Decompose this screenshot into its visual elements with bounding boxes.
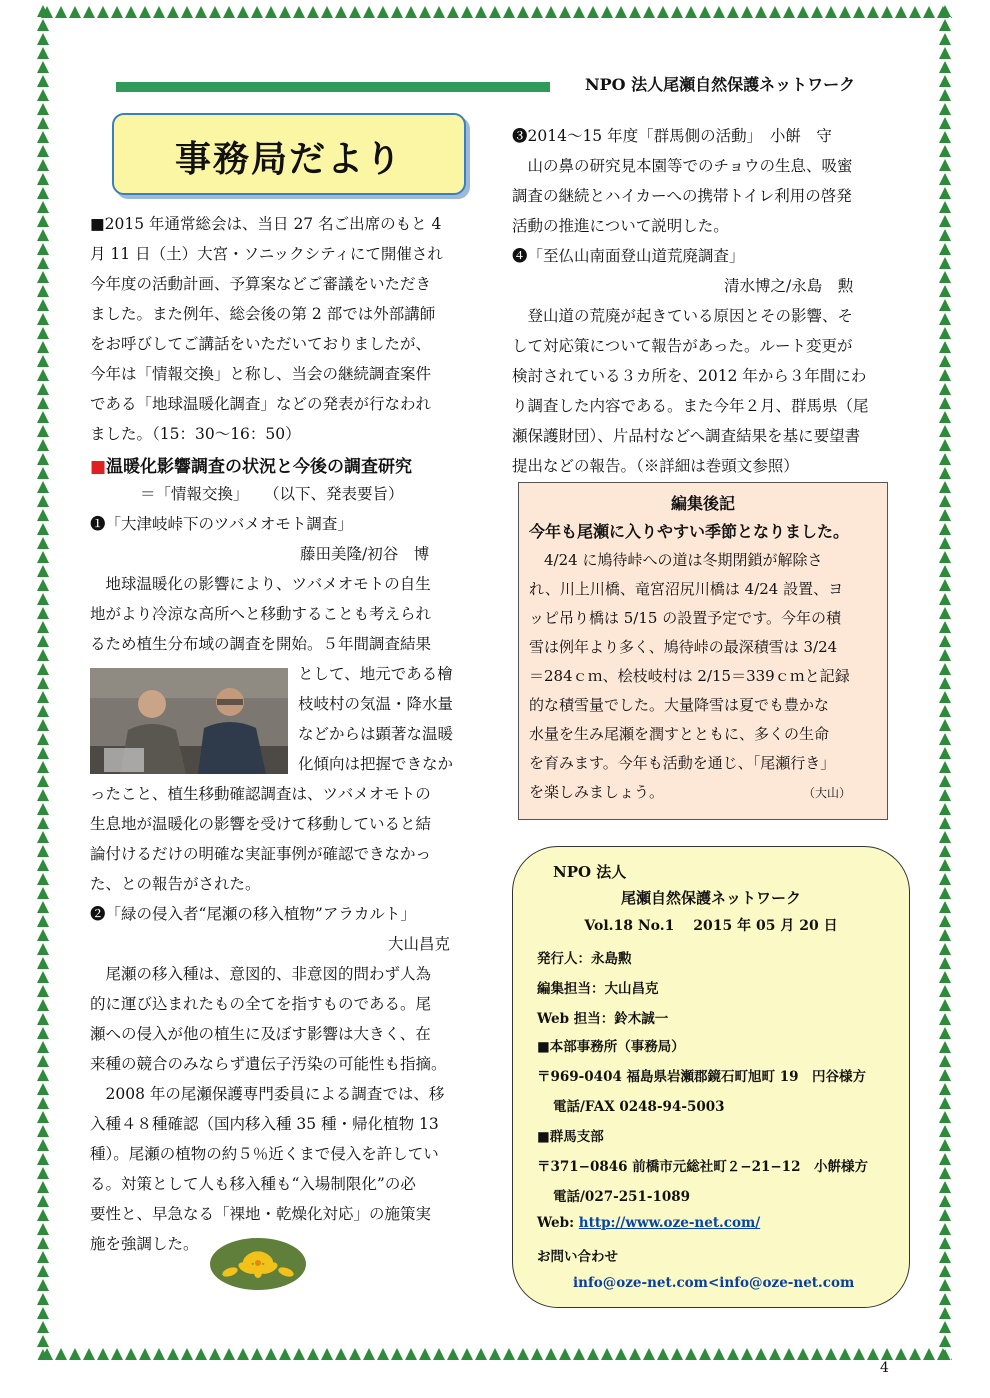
info-volume: Vol.18 No.1 2015 年 05 月 20 日 (584, 918, 838, 934)
lily-flower-image (208, 1232, 308, 1292)
item2-line: 来種の競合のみならず遺伝子汚染の可能性も指摘。 (90, 1055, 447, 1073)
item1-line: 枝岐村の気温・降水量 (298, 695, 454, 713)
info-branch-tel: 電話/027-251-1089 (553, 1189, 691, 1205)
editorial-line: を育みます。今年も活動を通じ、「尾瀬行き」 (529, 754, 836, 772)
item2-line: 種）。尾瀬の植物の約５％近くまで侵入を許してい (90, 1145, 439, 1163)
tree-border-left (36, 4, 50, 1360)
editorial-line: 水量を生み尾瀬を潤すとともに、多くの生命 (529, 725, 830, 743)
item3-line: 山の鼻の研究見本園等でのチョウの生息、吸蜜 (512, 157, 853, 175)
info-contact-label: お問い合わせ (537, 1249, 618, 1265)
info-publisher: 発行人：永島勲 (537, 951, 632, 967)
item2-line: 2008 年の尾瀬保護専門委員による調査では、移 (90, 1085, 445, 1103)
item3-line: 活動の推進について説明した。 (512, 217, 729, 235)
info-web-staff: Web 担当：鈴木誠一 (537, 1011, 669, 1027)
tree-border-top (40, 4, 952, 18)
header-org-name: NPO 法人尾瀬自然保護ネットワーク (585, 75, 856, 94)
section-heading: ■温暖化影響調査の状況と今後の調査研究 (90, 457, 413, 477)
editorial-box (518, 482, 888, 820)
website-link[interactable]: http://www.oze-net.com/ (578, 1215, 761, 1231)
intro-line: をお呼びしてご講話をいただいておりましたが、 (90, 335, 432, 353)
meeting-photo (90, 668, 288, 774)
intro-line: 今年度の活動計画、予算案などご審議をいただき (90, 275, 432, 293)
info-box (512, 846, 910, 1308)
item1-title: ❶「大津岐峠下のツバメオモト調査」 (90, 515, 353, 533)
item4-author: 清水博之/永島 勲 (724, 277, 854, 295)
item1-line: 地球温暖化の影響により、ツバメオモトの自生 (90, 575, 431, 593)
page-number: 4 (880, 1360, 889, 1376)
item2-line: 入種４８種確認（国内移入種 35 種・帰化植物 13 (90, 1115, 439, 1133)
editorial-line: ＝284ｃｍ、桧枝岐村は 2/15＝339ｃｍと記録 (529, 667, 850, 685)
item4-line: して対応策について報告があった。ルート変更が (512, 337, 853, 355)
item4-line: 提出などの報告。（※詳細は巻頭文参照） (512, 457, 799, 475)
item4-title: ❹「至仏山南面登山道荒廃調査」 (512, 247, 745, 265)
info-web: Web: http://www.oze-net.com/ (537, 1215, 761, 1231)
info-hq-tel: 電話/FAX 0248-94-5003 (553, 1099, 725, 1115)
editorial-headline: 今年も尾瀬に入りやすい季節となりました。 (529, 522, 850, 541)
info-hq-address: 〒969-0404 福島県岩瀬郡鏡石町旭町 19 円谷様方 (537, 1069, 867, 1085)
item1-line: 化傾向は把握できなか (298, 755, 454, 773)
header-green-bar (116, 82, 550, 92)
item2-line: 施を強調した。 (90, 1235, 199, 1253)
editorial-line: 的な積雪量でした。大量降雪は夏でも豊かな (529, 696, 830, 714)
item3-title: ❸2014〜15 年度「群馬側の活動」 小餠 守 (512, 127, 832, 145)
item1-author: 藤田美隆/初谷 博 (300, 545, 430, 563)
item1-line: ったこと、植生移動確認調査は、ツバメオモトの (90, 785, 431, 803)
item1-line: るため植生分布域の調査を開始。５年間調査結果 (90, 635, 432, 653)
info-npo: NPO 法人 (553, 863, 627, 881)
item1-line: 論付けるだけの明確な実証事例が確認できなかっ (90, 845, 432, 863)
intro-line: ■2015 年通常総会は、当日 27 名ご出席のもと 4 (90, 215, 442, 233)
tree-border-right (938, 4, 952, 1360)
info-branch-address: 〒371−0846 前橋市元総社町２−21−12 小餠様方 (537, 1159, 868, 1175)
tree-border-bottom (40, 1346, 952, 1360)
item2-title: ❷「緑の侵入者“尾瀬の移入植物”アラカルト」 (90, 905, 416, 923)
item2-line: 要性と、早急なる「裸地・乾燥化対応」の施策実 (90, 1205, 432, 1223)
item4-line: 検討されている３カ所を、2012 年から３年間にわ (512, 367, 867, 385)
intro-line: 今年は「情報交換」と称し、当会の継続調査案件 (90, 365, 432, 383)
item4-line: り調査した内容である。また今年２月、群馬県（尾 (512, 397, 869, 415)
intro-line: ました。（15：30〜16：50） (90, 425, 301, 443)
intro-line: 月 11 日（土）大宮・ソニックシティにて開催され (90, 245, 443, 263)
item2-line: 的に運び込まれたもの全てを指すものである。尾 (90, 995, 432, 1013)
item1-line: などからは顕著な温暖 (298, 725, 454, 743)
editorial-line: を楽しみましょう。 (529, 783, 665, 801)
editorial-title: 編集後記 (670, 494, 735, 513)
section-subheading: ＝「情報交換」 （以下、発表要旨） (140, 485, 404, 503)
item2-line: る。対策として人も移入種も“入場制限化”の必 (90, 1175, 416, 1193)
contact-email-link[interactable]: info@oze-net.com<info@oze-net.com (573, 1275, 855, 1291)
item1-line: 地がより冷涼な高所へと移動することも考えられ (90, 605, 432, 623)
editorial-line: 雪は例年より多く、鳩待峠の最深積雪は 3/24 (529, 638, 838, 656)
page-title: 事務局だより (174, 138, 403, 180)
item1-line: 生息地が温暖化の影響を受けて移動していると結 (90, 815, 432, 833)
info-org: 尾瀬自然保護ネットワーク (620, 889, 801, 907)
item4-line: 登山道の荒廃が起きている原因とその影響、そ (512, 307, 854, 325)
item2-line: 瀬への侵入が他の植生に及ぼす影響は大きく、在 (90, 1025, 431, 1043)
item2-line: 尾瀬の移入種は、意図的、非意図的問わず人為 (90, 965, 432, 983)
editorial-line: 4/24 に鳩待峠への道は冬期閉鎖が解除さ (529, 551, 823, 569)
item1-line: として、地元である檜 (298, 665, 453, 683)
info-hq-title: ■本部事務所（事務局） (537, 1039, 685, 1055)
item3-line: 調査の継続とハイカーへの携帯トイレ利用の啓発 (512, 187, 852, 205)
title-box (112, 113, 466, 195)
editorial-line: れ、川上川橋、竜宮沼尻川橋は 4/24 設置、ヨ (529, 580, 844, 598)
intro-line: ました。また例年、総会後の第 2 部では外部講師 (90, 305, 436, 323)
item4-line: 瀬保護財団）、片品村などへ調査結果を基に要望書 (512, 427, 861, 445)
intro-line: である「地球温暖化調査」などの発表が行なわれ (90, 395, 432, 413)
item1-line: た、との報告がされた。 (90, 875, 261, 893)
item2-author: 大山昌克 (388, 935, 451, 953)
editorial-signature: （大山） (803, 786, 852, 800)
info-branch-title: ■群馬支部 (537, 1129, 604, 1145)
editorial-line: ッピ吊り橋は 5/15 の設置予定です。今年の積 (529, 609, 842, 627)
info-editor: 編集担当：大山昌克 (537, 981, 659, 997)
